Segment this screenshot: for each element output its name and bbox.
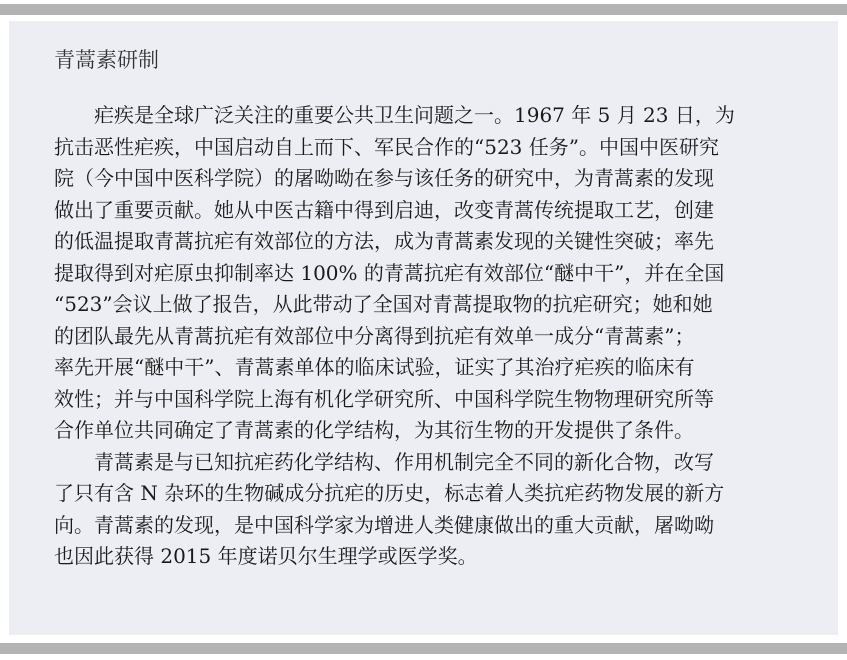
- top-border-bar: [0, 4, 847, 15]
- text-line: 的团队最先从青蒿抗疟有效部位中分离得到抗疟有效单一成分“青蒿素”；: [54, 323, 695, 348]
- text-line: 效性；并与中国科学院上海有机化学研究所、中国科学院生物物理研究所等: [54, 386, 714, 411]
- box-title: 青蒿素研制: [54, 48, 159, 72]
- bottom-border-bar: [0, 643, 847, 654]
- text-line: 青蒿素是与已知抗疟药化学结构、作用机制完全不同的新化合物，改写: [54, 449, 714, 474]
- text-line: 做出了重要贡献。她从中医古籍中得到启迪，改变青蒿传统提取工艺，创建: [54, 197, 714, 222]
- text-line: 的低温提取青蒿抗疟有效部位的方法，成为青蒿素发现的关键性突破；率先: [54, 229, 714, 253]
- text-line: 院（今中国中医科学院）的屠呦呦在参与该任务的研究中，为青蒿素的发现: [54, 166, 714, 190]
- box-body: [54, 100, 802, 573]
- text-line: 抗击恶性疟疾，中国启动自上而下、军民合作的“523 任务”。中国中医研究: [54, 134, 719, 159]
- text-line: 提取得到对疟原虫抑制率达 100% 的青蒿抗疟有效部位“醚中干”，并在全国: [54, 260, 725, 285]
- text-line: 了只有含 N 杂环的生物碱成分抗疟的历史，标志着人类抗疟药物发展的新方: [54, 481, 725, 505]
- text-line: 率先开展“醚中干”、青蒿素单体的临床试验，证实了其治疗疟疾的临床有: [54, 355, 695, 379]
- text-line: 也因此获得 2015 年度诺贝尔生理学或医学奖。: [54, 544, 478, 568]
- text-line: “523”会议上做了报告，从此带动了全国对青蒿提取物的抗疟研究；她和她: [54, 292, 713, 316]
- text-line: 向。青蒿素的发现，是中国科学家为增进人类健康做出的重大贡献，屠呦呦: [54, 512, 714, 537]
- text-line: 疟疾是全球广泛关注的重要公共卫生问题之一。1967 年 5 月 23 日，为: [54, 103, 735, 127]
- text-line: 合作单位共同确定了青蒿素的化学结构，为其衍生物的开发提供了条件。: [54, 418, 694, 442]
